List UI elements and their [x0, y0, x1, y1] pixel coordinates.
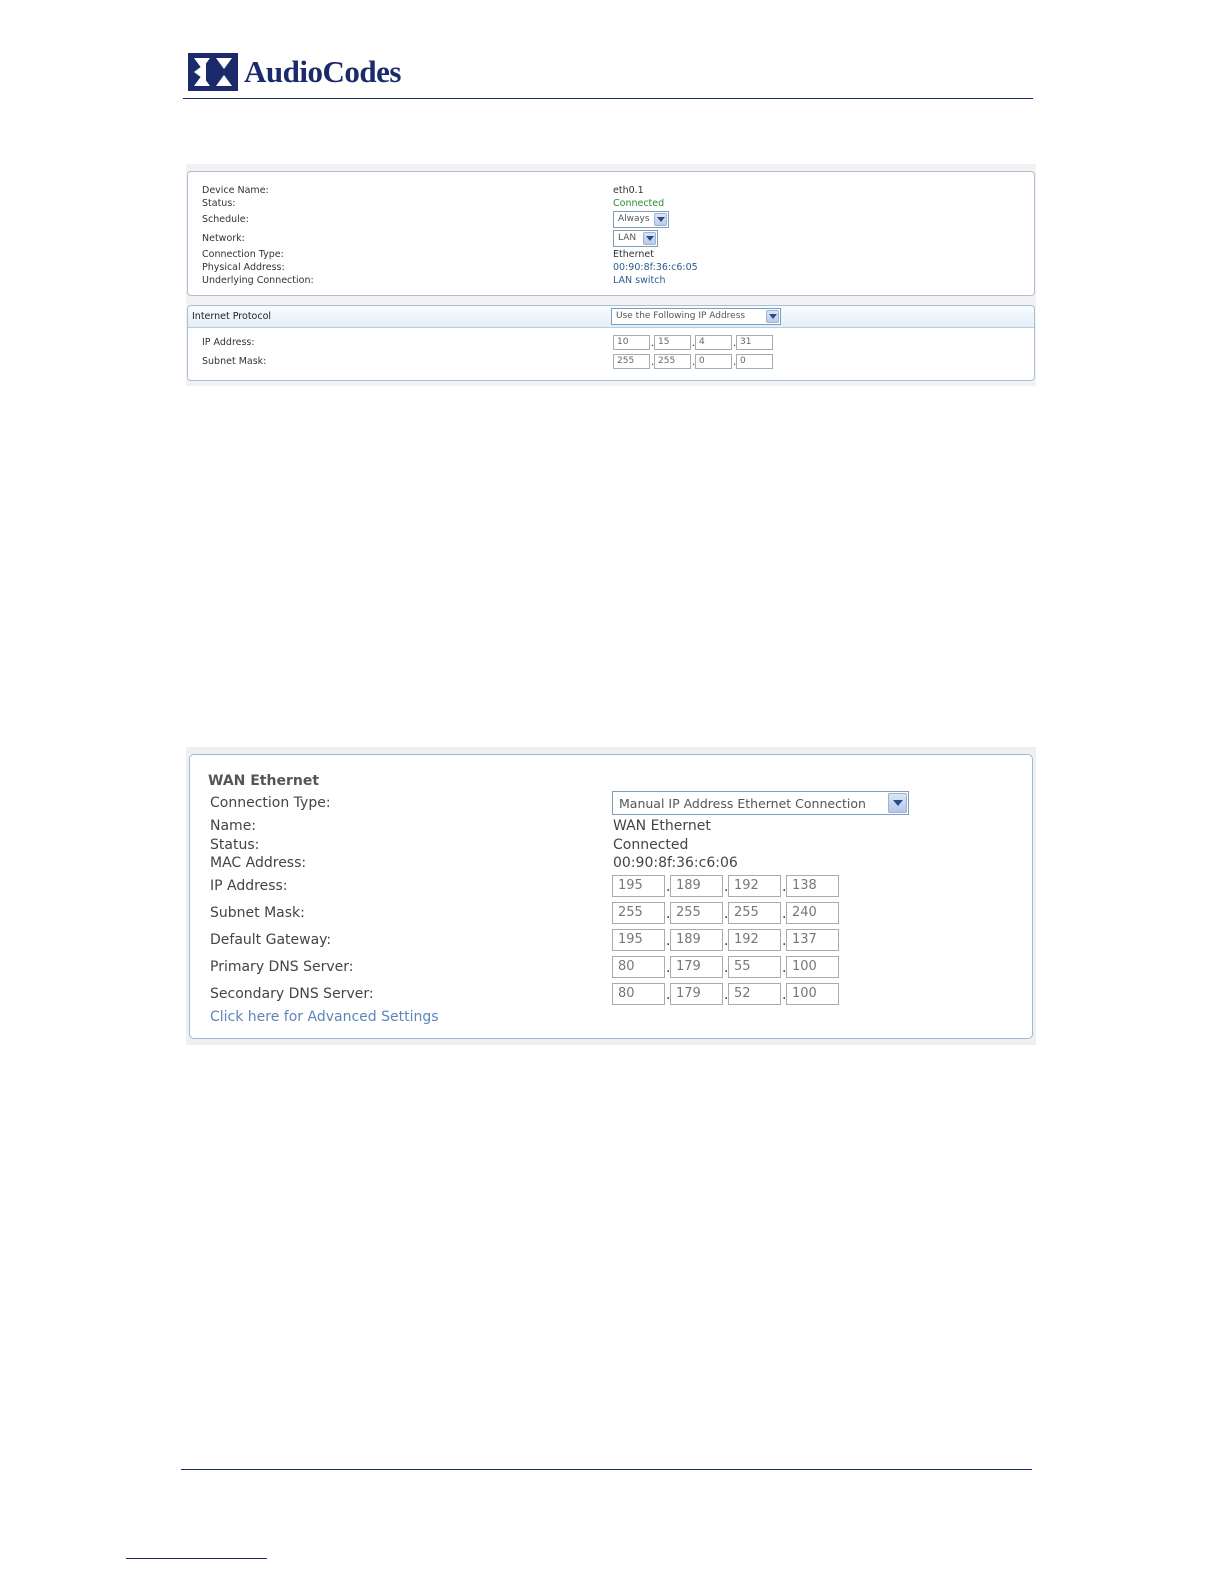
- ip-dot: .: [666, 906, 671, 922]
- ip-address-octet-2[interactable]: 15: [654, 335, 691, 350]
- network-select-value: LAN: [618, 233, 637, 243]
- internet-protocol-label: Internet Protocol: [192, 311, 272, 322]
- ip-dot: .: [724, 906, 729, 922]
- status-value: Connected: [613, 198, 665, 209]
- secondary-dns-octet-1[interactable]: 80: [612, 983, 665, 1005]
- primary-dns-octet-4[interactable]: 100: [786, 956, 839, 978]
- chevron-down-icon: [643, 232, 656, 245]
- ip-address-octet-1[interactable]: 10: [613, 335, 650, 350]
- ip-dot: .: [724, 987, 729, 1003]
- ip-dot: .: [733, 338, 737, 349]
- ip-dot: .: [666, 960, 671, 976]
- wan-ethernet-panel: [189, 754, 1033, 1039]
- audiocodes-logo: [188, 52, 401, 92]
- ip-dot: .: [724, 879, 729, 895]
- status-label: Status:: [210, 837, 260, 853]
- secondary-dns-label: Secondary DNS Server:: [210, 986, 374, 1002]
- connection-type-select-value: Manual IP Address Ethernet Connection: [619, 796, 866, 811]
- subnet-mask-octet-2[interactable]: 255: [670, 902, 723, 924]
- ip-dot: .: [724, 933, 729, 949]
- primary-dns-label: Primary DNS Server:: [210, 959, 354, 975]
- name-value: WAN Ethernet: [613, 818, 711, 834]
- ip-address-octet-2[interactable]: 189: [670, 875, 723, 897]
- ip-dot: .: [692, 338, 696, 349]
- ip-dot: .: [782, 987, 787, 1003]
- device-name-value: eth0.1: [613, 185, 644, 196]
- ip-dot: .: [651, 338, 655, 349]
- schedule-select-value: Always: [618, 214, 650, 224]
- brand-name: AudioCodes: [244, 54, 401, 89]
- ip-dot: .: [724, 960, 729, 976]
- gateway-octet-1[interactable]: 195: [612, 929, 665, 951]
- ip-address-octet-3[interactable]: 4: [695, 335, 732, 350]
- ip-dot: .: [782, 933, 787, 949]
- secondary-dns-octet-4[interactable]: 100: [786, 983, 839, 1005]
- gateway-octet-2[interactable]: 189: [670, 929, 723, 951]
- secondary-dns-octet-3[interactable]: 52: [728, 983, 781, 1005]
- subnet-mask-label: Subnet Mask:: [202, 356, 267, 367]
- subnet-mask-octet-4[interactable]: 0: [736, 354, 773, 369]
- ip-dot: .: [666, 933, 671, 949]
- mac-address-label: MAC Address:: [210, 855, 307, 871]
- status-label: Status:: [202, 198, 236, 209]
- connection-type-label: Connection Type:: [202, 249, 284, 260]
- ip-address-octet-4[interactable]: 138: [786, 875, 839, 897]
- default-gateway-label: Default Gateway:: [210, 932, 332, 948]
- name-label: Name:: [210, 818, 257, 834]
- primary-dns-octet-2[interactable]: 179: [670, 956, 723, 978]
- subnet-mask-label: Subnet Mask:: [210, 905, 305, 921]
- underlying-connection-label: Underlying Connection:: [202, 275, 314, 286]
- advanced-settings-link[interactable]: Click here for Advanced Settings: [210, 1009, 439, 1025]
- ip-dot: .: [733, 357, 737, 368]
- footer-divider: [181, 1469, 1032, 1470]
- primary-dns-octet-1[interactable]: 80: [612, 956, 665, 978]
- chevron-down-icon: [654, 213, 667, 226]
- schedule-select[interactable]: [613, 211, 669, 228]
- ip-address-label: IP Address:: [202, 337, 255, 348]
- subnet-mask-octet-1[interactable]: 255: [613, 354, 650, 369]
- physical-address-value: 00:90:8f:36:c6:05: [613, 262, 698, 273]
- lan-general-panel: [187, 171, 1035, 296]
- device-name-label: Device Name:: [202, 185, 269, 196]
- ip-mode-select[interactable]: [611, 308, 781, 325]
- gateway-octet-3[interactable]: 192: [728, 929, 781, 951]
- secondary-dns-octet-2[interactable]: 179: [670, 983, 723, 1005]
- audiocodes-logo-icon: [188, 53, 238, 91]
- gateway-octet-4[interactable]: 137: [786, 929, 839, 951]
- ip-dot: .: [666, 879, 671, 895]
- ip-dot: .: [782, 960, 787, 976]
- subnet-mask-octet-4[interactable]: 240: [786, 902, 839, 924]
- connection-type-value: Ethernet: [613, 249, 654, 260]
- primary-dns-octet-3[interactable]: 55: [728, 956, 781, 978]
- ip-dot: .: [782, 879, 787, 895]
- chevron-down-icon: [766, 310, 779, 323]
- ip-address-label: IP Address:: [210, 878, 288, 894]
- connection-type-select[interactable]: [612, 791, 909, 815]
- schedule-label: Schedule:: [202, 214, 249, 225]
- ip-dot: .: [651, 357, 655, 368]
- subnet-mask-octet-2[interactable]: 255: [654, 354, 691, 369]
- network-label: Network:: [202, 233, 245, 244]
- ip-dot: .: [692, 357, 696, 368]
- network-select[interactable]: [613, 230, 658, 247]
- status-value: Connected: [613, 837, 689, 853]
- ip-dot: .: [782, 906, 787, 922]
- physical-address-label: Physical Address:: [202, 262, 285, 273]
- subnet-mask-octet-3[interactable]: 0: [695, 354, 732, 369]
- internet-protocol-header: [188, 306, 1034, 328]
- wan-title: WAN Ethernet: [208, 773, 320, 789]
- ip-address-octet-3[interactable]: 192: [728, 875, 781, 897]
- subnet-mask-octet-3[interactable]: 255: [728, 902, 781, 924]
- chevron-down-icon: [888, 793, 907, 813]
- connection-type-label: Connection Type:: [210, 795, 331, 811]
- lan-connection-screenshot: [186, 164, 1036, 386]
- subnet-mask-octet-1[interactable]: 255: [612, 902, 665, 924]
- ip-mode-select-value: Use the Following IP Address: [616, 311, 746, 321]
- wan-ethernet-screenshot: [186, 747, 1036, 1045]
- footnote-divider: [126, 1558, 267, 1559]
- underlying-connection-link[interactable]: LAN switch: [613, 275, 666, 286]
- ip-address-octet-1[interactable]: 195: [612, 875, 665, 897]
- ip-address-octet-4[interactable]: 31: [736, 335, 773, 350]
- ip-dot: .: [666, 987, 671, 1003]
- header-divider: [183, 98, 1033, 99]
- internet-protocol-panel: [187, 305, 1035, 381]
- mac-address-value: 00:90:8f:36:c6:06: [613, 855, 738, 871]
